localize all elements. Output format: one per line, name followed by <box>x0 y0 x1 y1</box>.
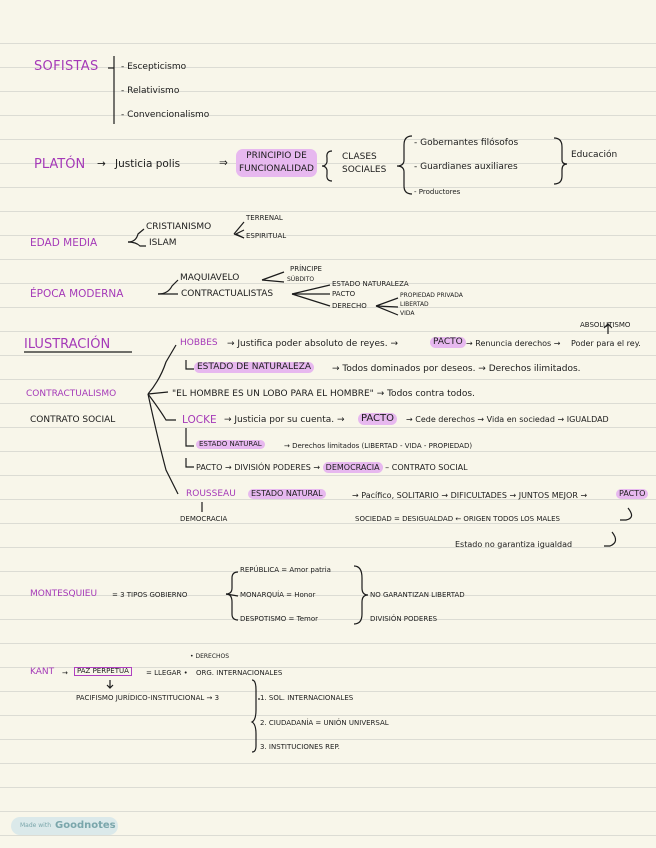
epoca-moderna-principe: PRÍNCIPE <box>290 265 322 273</box>
edad-media-espiritual: ESPIRITUAL <box>246 232 287 240</box>
epoca-moderna-propiedad: PROPIEDAD PRIVADA <box>400 292 463 299</box>
epoca-moderna-subdito: SÚBDITO <box>287 276 315 283</box>
rousseau-pacifico: → Pacífico, SOLITARIO → DIFICULTADES → JUNTOS MEJOR → <box>352 491 588 500</box>
locke-justicia: → Justicia por su cuenta. → <box>224 415 345 425</box>
absolutismo-label: ABSOLUTISMO <box>580 321 631 329</box>
hobbes-renuncia: → Renuncia derechos → <box>466 339 561 348</box>
ilustracion-title: ILUSTRACIÓN <box>24 337 111 352</box>
locke-pacto: PACTO <box>358 413 397 425</box>
hobbes-label: HOBBES <box>180 338 218 348</box>
montesquieu-division: DIVISIÓN PODERES <box>370 615 438 623</box>
sofistas-item-relativismo: - Relativismo <box>121 86 180 96</box>
kant-item-3: 3. INSTITUCIONES REP. <box>260 743 340 751</box>
hobbes-todos: → Todos dominados por deseos. → Derechos ilimitados. <box>332 364 581 374</box>
kant-title: KANT <box>30 667 55 677</box>
locke-label: LOCKE <box>182 414 217 426</box>
montesquieu-despotismo: DESPOTISMO = Temor <box>240 615 319 623</box>
rousseau-estado-natural: ESTADO NATURAL <box>248 489 326 499</box>
montesquieu-no-garantizan: NO GARANTIZAN LIBERTAD <box>370 591 465 599</box>
sofistas-item-convencionalismo: - Convencionalismo <box>121 110 210 120</box>
kant-item-2: 2. CIUDADANÍA = UNIÓN UNIVERSAL <box>260 719 389 727</box>
edad-media-cristianismo: CRISTIANISMO <box>146 222 212 232</box>
hobbes-poder: Poder para el rey. <box>571 339 641 348</box>
hobbes-estado-naturaleza: ESTADO DE NATURALEZA <box>194 362 314 373</box>
locke-derechos: → Derechos limitados (LIBERTAD - VIDA - PROPIEDAD) <box>284 442 473 450</box>
platon-title: PLATÓN <box>34 157 86 172</box>
platon-clases: CLASES SOCIALES <box>342 152 387 175</box>
platon-guardianes: - Guardianes auxiliares <box>414 162 518 172</box>
edad-media-title: EDAD MEDIA <box>30 237 98 249</box>
rousseau-label: ROUSSEAU <box>186 489 236 499</box>
sofistas-title: SOFISTAS <box>34 59 99 74</box>
montesquieu-republica: REPÚBLICA = Amor patria <box>240 566 331 574</box>
arrow-icon: → <box>97 158 106 170</box>
kant-item-1: 1. SOL. INTERNACIONALES <box>260 694 354 702</box>
locke-estado-natural: ESTADO NATURAL <box>196 440 265 449</box>
platon-justicia: Justicia polis <box>115 158 181 170</box>
edad-media-terrenal: TERRENAL <box>246 214 283 222</box>
epoca-moderna-pacto: PACTO <box>332 290 356 298</box>
badge-brand: Goodnotes <box>55 820 116 831</box>
hobbes-pacto: PACTO <box>430 337 466 348</box>
montesquieu-title: MONTESQUIEU <box>30 589 98 599</box>
rousseau-estado-no: Estado no garantiza igualdad <box>455 540 573 549</box>
platon-educacion: Educación <box>571 150 618 160</box>
epoca-moderna-libertad: LIBERTAD <box>400 301 429 308</box>
kant-org: ORG. INTERNACIONALES <box>196 669 283 677</box>
kant-llegar: = LLEGAR • <box>146 669 188 677</box>
epoca-moderna-maquiavelo: MAQUIAVELO <box>180 273 240 283</box>
platon-productores: - Productores <box>414 188 461 196</box>
locke-pacto-division: PACTO → DIVISIÓN PODERES → DEMOCRACIA – CONTRATO SOCIAL <box>196 463 468 472</box>
ilustracion-contractualismo: CONTRACTUALISMO <box>26 389 117 399</box>
arrow-icon: → <box>62 669 68 677</box>
badge-made-with: Made with <box>20 822 51 829</box>
rousseau-sociedad: SOCIEDAD = DESIGUALDAD ← ORIGEN TODOS LOS MALES <box>355 515 560 523</box>
ilustracion-contrato-social: CONTRATO SOCIAL <box>30 415 116 425</box>
edad-media-islam: ISLAM <box>149 238 177 248</box>
epoca-moderna-contractualistas: CONTRACTUALISTAS <box>181 289 274 299</box>
sofistas-item-escepticismo: - Escepticismo <box>121 62 187 72</box>
kant-pacifismo: PACIFISMO JURÍDICO-INSTITUCIONAL → 3 <box>76 694 220 702</box>
montesquieu-tipos: = 3 TIPOS GOBIERNO <box>112 591 188 599</box>
locke-cede: → Cede derechos → Vida en sociedad → IGUALDAD <box>406 415 609 424</box>
epoca-moderna-title: ÉPOCA MODERNA <box>30 288 124 300</box>
montesquieu-monarquia: MONARQUÍA = Honor <box>240 591 316 599</box>
implies-arrow-icon: ⇒ <box>219 157 228 169</box>
platon-principio: PRINCIPIO DE FUNCIONALIDAD <box>236 149 317 177</box>
platon-gobernantes: - Gobernantes filósofos <box>414 138 519 148</box>
rousseau-pacto: PACTO <box>616 489 648 499</box>
epoca-moderna-derecho: DERECHO <box>332 302 367 310</box>
epoca-moderna-estado-naturaleza: ESTADO NATURALEZA <box>332 280 409 288</box>
epoca-moderna-vida: VIDA <box>400 310 415 317</box>
kant-derechos: • DERECHOS <box>190 653 230 660</box>
kant-paz-perpetua: PAZ PERPETUA <box>74 667 132 676</box>
rousseau-democracia: DEMOCRACIA <box>180 515 228 523</box>
hobbes-quote: "EL HOMBRE ES UN LOBO PARA EL HOMBRE" → Todos contra todos. <box>172 389 475 399</box>
made-with-goodnotes-badge <box>11 817 118 835</box>
hobbes-justifica: → Justifica poder absoluto de reyes. → <box>227 339 398 349</box>
